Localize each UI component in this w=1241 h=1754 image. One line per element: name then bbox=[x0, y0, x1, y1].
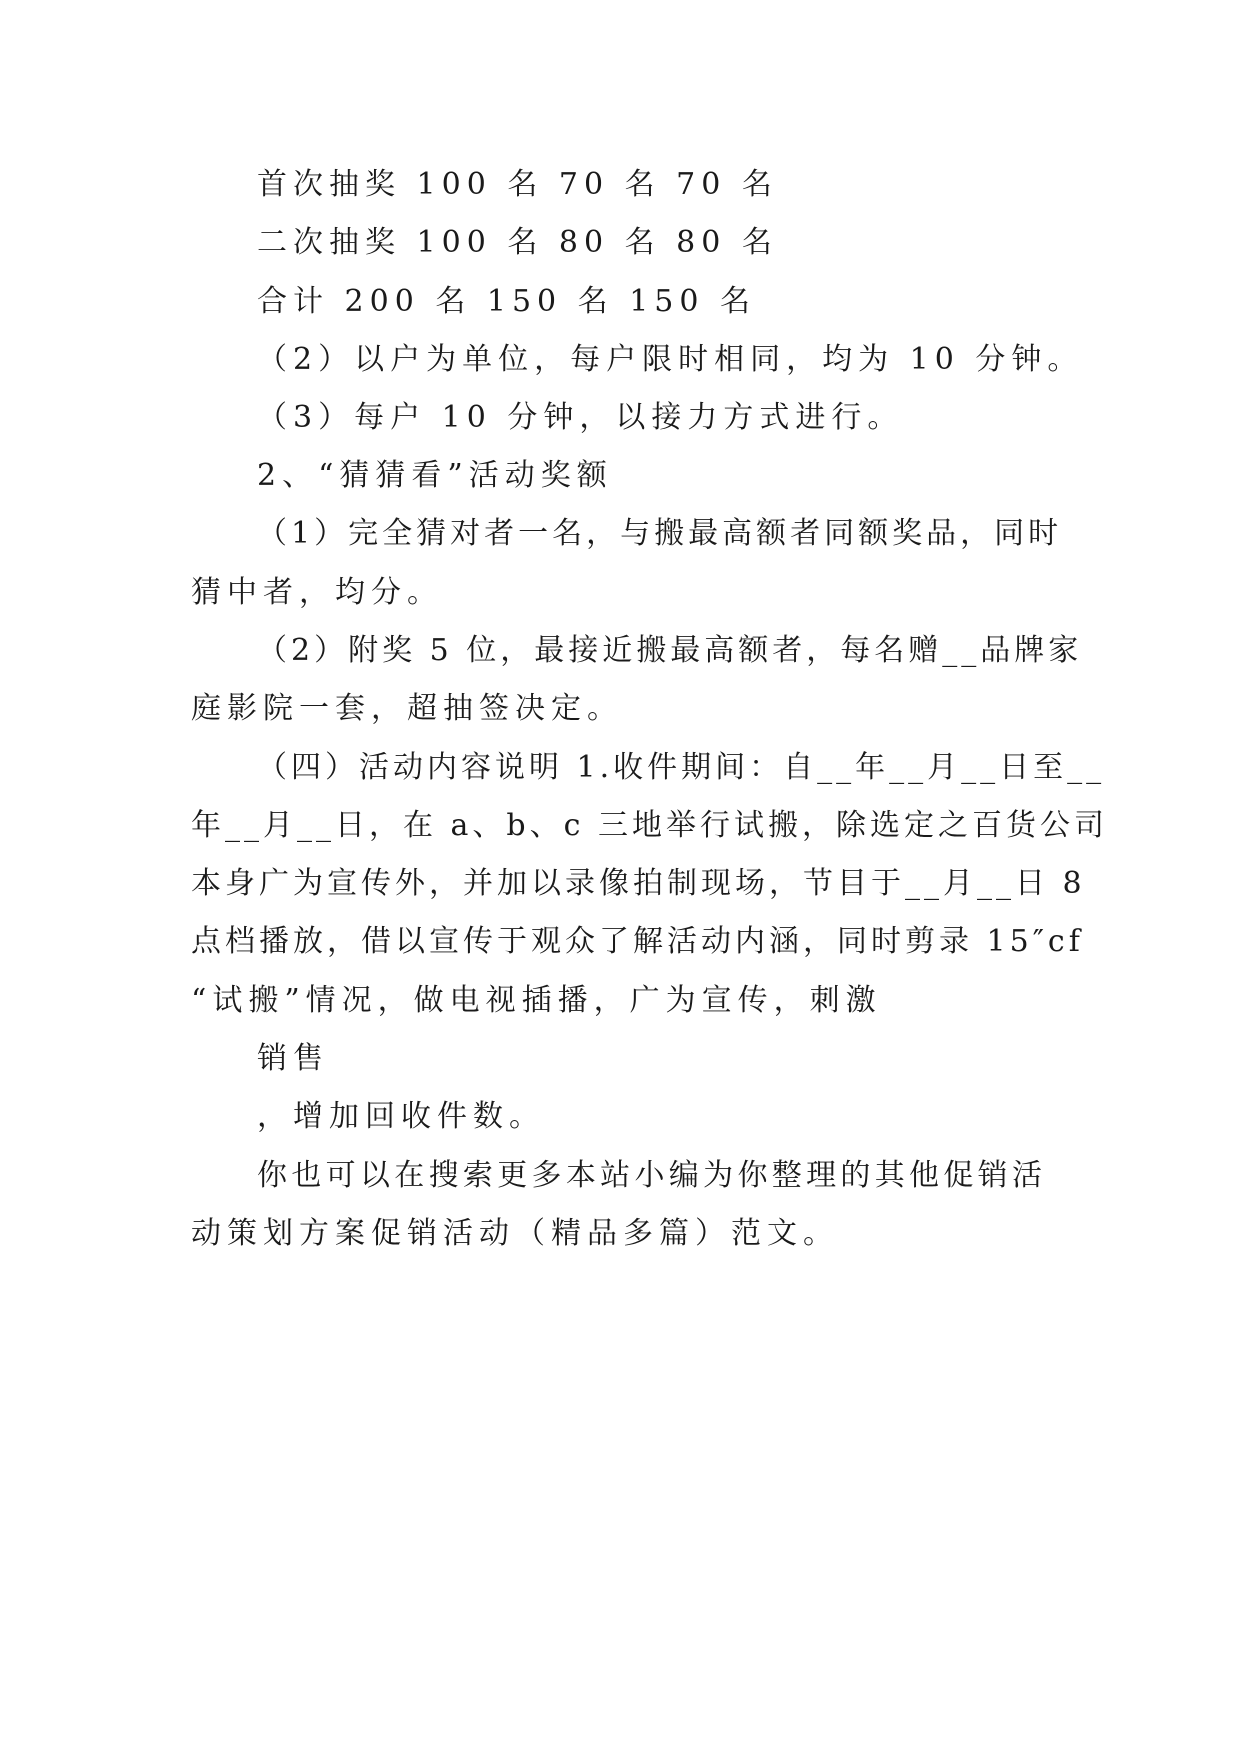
text-line-4: （2）以户为单位，每户限时相同，均为 10 分钟。 bbox=[257, 342, 1084, 377]
text-line-13: 本身广为宣传外，并加以录像拍制现场，节目于__月__日 8 bbox=[191, 866, 1086, 901]
text-line-12: 年__月__日，在 a、b、c 三地举行试搬，除选定之百货公司 bbox=[191, 808, 1108, 843]
text-line-11: （四）活动内容说明 1.收件期间：自__年__月__日至__ bbox=[257, 750, 1106, 785]
text-line-8: 猜中者，均分。 bbox=[191, 575, 443, 610]
text-line-19: 动策划方案促销活动（精品多篇）范文。 bbox=[191, 1216, 839, 1251]
text-line-14: 点档播放，借以宣传于观众了解活动内涵，同时剪录 15″cf bbox=[191, 924, 1084, 959]
text-line-1: 首次抽奖 100 名 70 名 70 名 bbox=[257, 167, 778, 202]
text-line-2: 二次抽奖 100 名 80 名 80 名 bbox=[257, 225, 778, 260]
text-line-17: ，增加回收件数。 bbox=[257, 1099, 545, 1134]
text-line-10: 庭影院一套，超抽签决定。 bbox=[191, 691, 623, 726]
text-line-16: 销售 bbox=[257, 1041, 329, 1076]
text-line-9: （2）附奖 5 位，最接近搬最高额者，每名赠__品牌家 bbox=[257, 633, 1083, 668]
text-line-7: （1）完全猜对者一名，与搬最高额者同额奖品，同时 bbox=[257, 516, 1063, 551]
text-line-5: （3）每户 10 分钟，以接力方式进行。 bbox=[257, 400, 904, 435]
text-line-3: 合计 200 名 150 名 150 名 bbox=[257, 284, 756, 319]
text-line-18: 你也可以在搜索更多本站小编为你整理的其他促销活 bbox=[257, 1158, 1046, 1193]
text-line-15: “试搬”情况，做电视插播，广为宣传，刺激 bbox=[191, 983, 882, 1018]
section-heading: 2、“猜猜看”活动奖额 bbox=[257, 458, 613, 493]
